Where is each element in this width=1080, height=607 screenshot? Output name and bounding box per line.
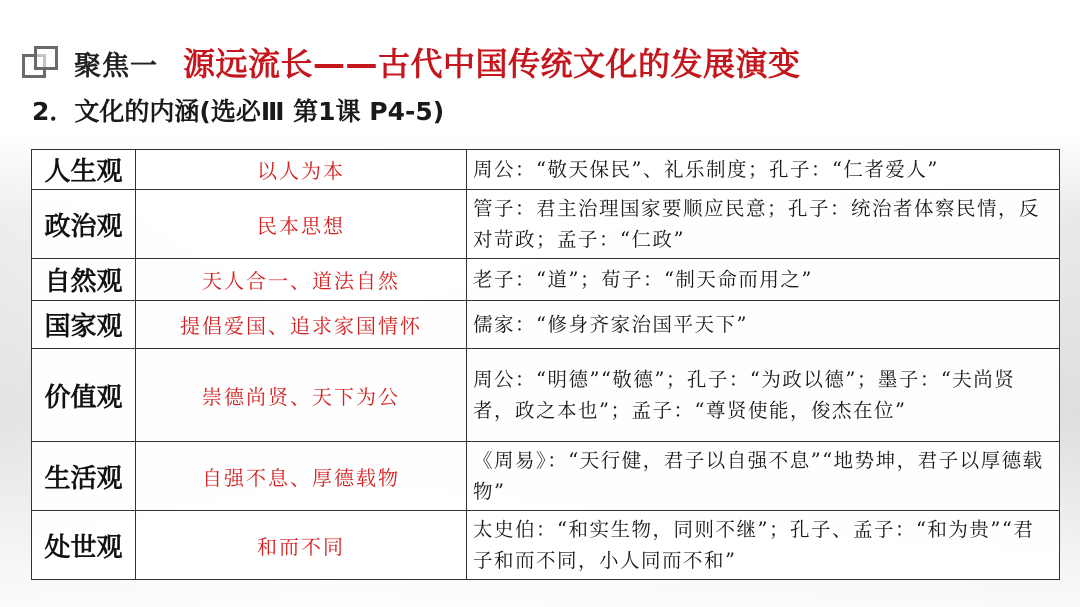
core-cell: 崇德尚贤、天下为公 bbox=[136, 349, 467, 442]
core-cell: 自强不息、厚德载物 bbox=[136, 442, 467, 511]
detail-cell: 太史伯：“和实生物，同则不继”；孔子、孟子：“和为贵”“君子和而不同，小人同而不和” bbox=[467, 511, 1060, 580]
core-cell: 天人合一、道法自然 bbox=[136, 259, 467, 301]
view-cell: 处世观 bbox=[32, 511, 136, 580]
detail-cell: 周公：“敬天保民”、礼乐制度；孔子：“仁者爱人” bbox=[467, 150, 1060, 190]
core-cell: 和而不同 bbox=[136, 511, 467, 580]
section-logo-icon bbox=[22, 46, 62, 82]
table-row bbox=[32, 150, 1060, 190]
table-row bbox=[32, 259, 1060, 301]
detail-cell: 《周易》：“天行健，君子以自强不息”“地势坤，君子以厚德载物” bbox=[467, 442, 1060, 511]
detail-cell: 儒家：“修身齐家治国平天下” bbox=[467, 301, 1060, 349]
table-row bbox=[32, 301, 1060, 349]
detail-cell: 周公：“明德”“敬德”；孔子：“为政以德”；墨子：“夫尚贤者，政之本也”；孟子：“尊贤使能，俊杰在位” bbox=[467, 349, 1060, 442]
detail-cell: 管子：君主治理国家要顺应民意；孔子：统治者体察民情，反对苛政；孟子：“仁政” bbox=[467, 190, 1060, 259]
section-label: 聚焦一 bbox=[74, 51, 158, 82]
culture-table bbox=[31, 149, 1060, 580]
view-cell: 人生观 bbox=[32, 150, 136, 190]
view-cell: 自然观 bbox=[32, 259, 136, 301]
detail-cell: 老子：“道”；荀子：“制天命而用之” bbox=[467, 259, 1060, 301]
view-cell: 生活观 bbox=[32, 442, 136, 511]
table-row bbox=[32, 190, 1060, 259]
core-cell: 以人为本 bbox=[136, 150, 467, 190]
core-cell: 提倡爱国、追求家国情怀 bbox=[136, 301, 467, 349]
view-cell: 政治观 bbox=[32, 190, 136, 259]
core-cell: 民本思想 bbox=[136, 190, 467, 259]
view-cell: 国家观 bbox=[32, 301, 136, 349]
table-row bbox=[32, 511, 1060, 580]
table-row bbox=[32, 442, 1060, 511]
table-row bbox=[32, 349, 1060, 442]
subtitle: 2．文化的内涵(选必Ⅲ 第1课 P4-5) bbox=[32, 97, 445, 126]
page-title: 源远流长——古代中国传统文化的发展演变 bbox=[183, 45, 801, 83]
view-cell: 价值观 bbox=[32, 349, 136, 442]
